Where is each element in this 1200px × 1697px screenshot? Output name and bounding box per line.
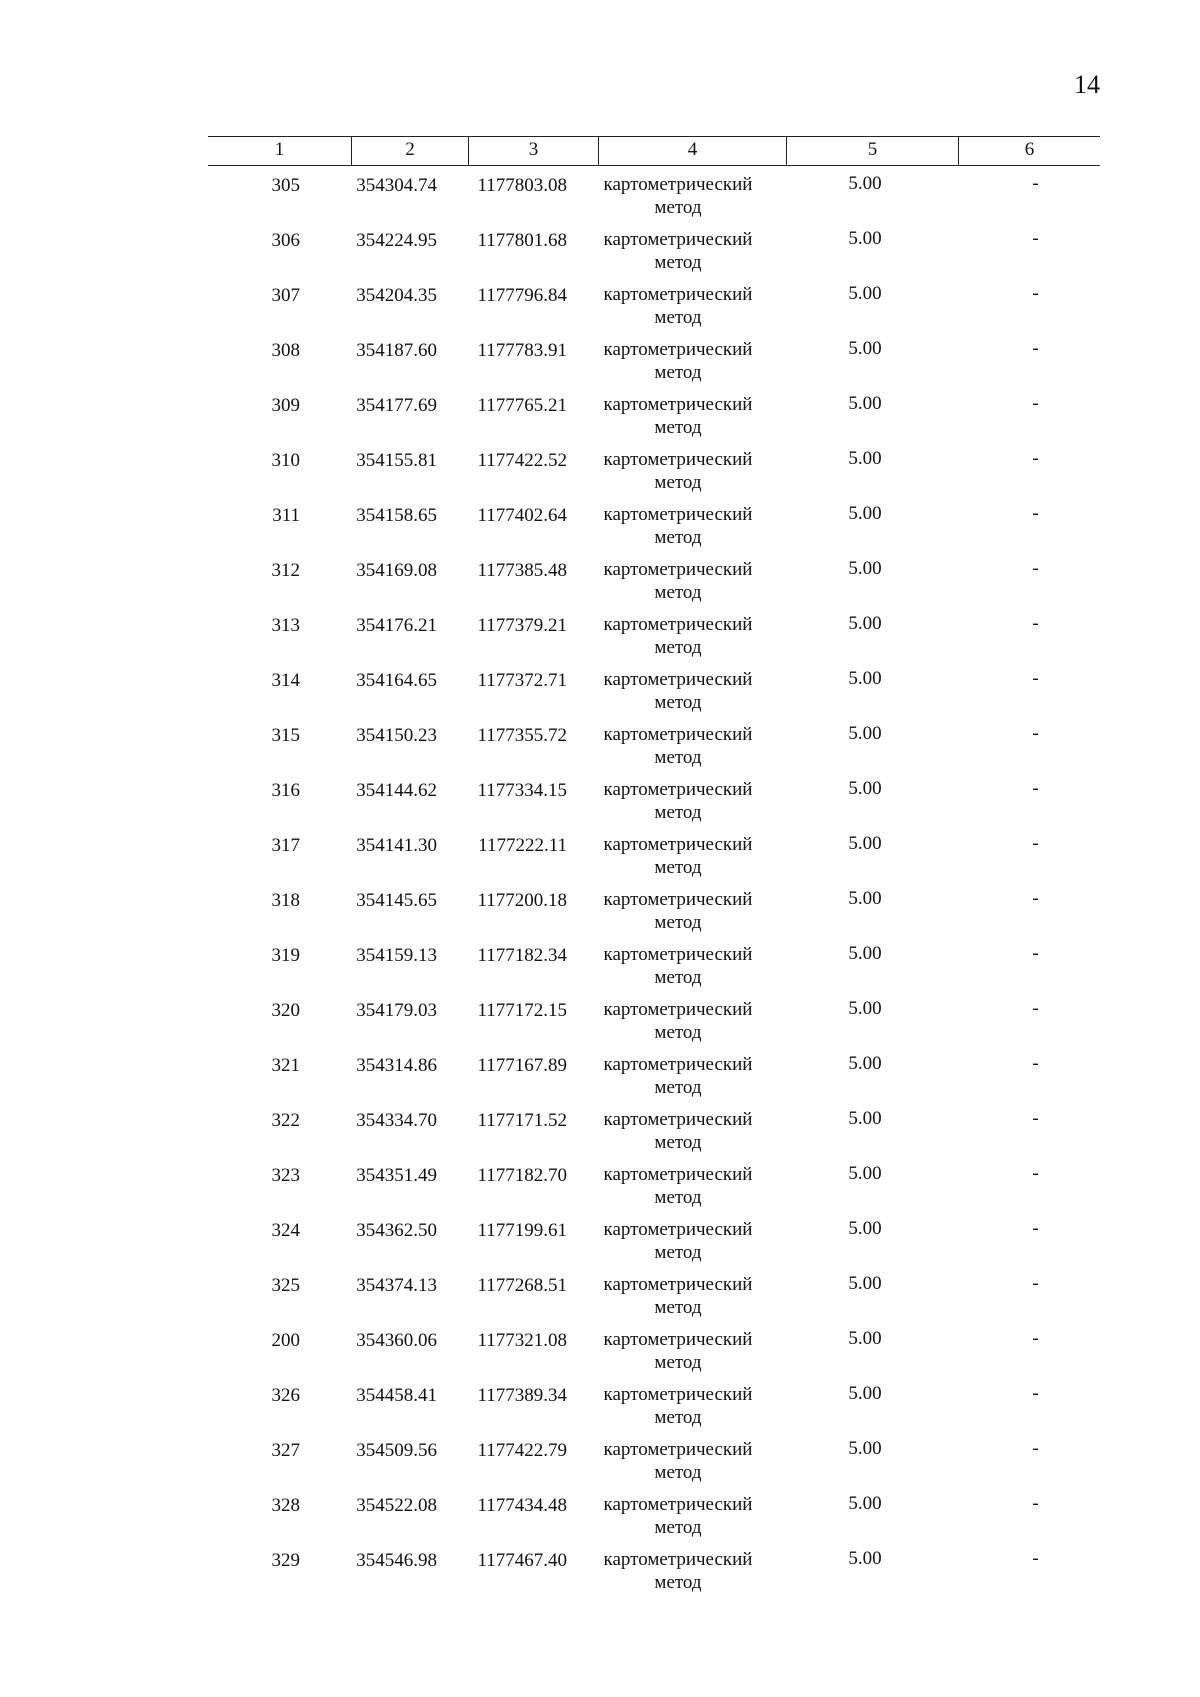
accuracy-cell: 5.00 [848, 1218, 882, 1239]
x-coordinate-cell: 354334.70 [356, 1110, 437, 1131]
method-cell [581, 723, 769, 778]
point-number-cell: 328 [271, 1495, 300, 1516]
method-line-2: метод [654, 362, 702, 383]
point-number-cell: 311 [272, 505, 300, 526]
x-coordinate-cell: 354169.08 [356, 560, 437, 581]
method-line-1: картометрический [603, 834, 753, 855]
method-cell [581, 1108, 769, 1163]
x-coordinate-cell: 354360.06 [356, 1330, 437, 1351]
method-cell [581, 173, 769, 228]
y-coordinate-cell: 1177222.11 [478, 835, 567, 856]
method-line-2: метод [654, 1297, 702, 1318]
x-coordinate-cell: 354546.98 [356, 1550, 437, 1571]
note-cell: - [1032, 393, 1039, 414]
point-number-cell: 325 [271, 1275, 300, 1296]
table-row [208, 943, 1100, 998]
table-row [208, 1218, 1100, 1273]
y-coordinate-cell: 1177467.40 [477, 1550, 567, 1571]
method-line-2: метод [654, 1242, 702, 1263]
point-number-cell: 326 [271, 1385, 300, 1406]
method-line-1: картометрический [603, 1274, 753, 1295]
x-coordinate-cell: 354187.60 [356, 340, 437, 361]
x-coordinate-cell: 354224.95 [356, 230, 437, 251]
note-cell: - [1032, 1053, 1039, 1074]
accuracy-cell: 5.00 [848, 173, 882, 194]
table-row [208, 1053, 1100, 1108]
accuracy-cell: 5.00 [848, 338, 882, 359]
method-cell [581, 1438, 769, 1493]
table-row [208, 1163, 1100, 1218]
method-line-1: картометрический [603, 1054, 753, 1075]
point-number-cell: 324 [271, 1220, 300, 1241]
x-coordinate-cell: 354177.69 [356, 395, 437, 416]
method-cell [581, 448, 769, 503]
note-cell: - [1032, 1108, 1039, 1129]
point-number-cell: 305 [271, 175, 300, 196]
note-cell: - [1032, 338, 1039, 359]
accuracy-cell: 5.00 [848, 943, 882, 964]
y-coordinate-cell: 1177422.52 [477, 450, 567, 471]
accuracy-cell: 5.00 [848, 1053, 882, 1074]
accuracy-cell: 5.00 [848, 503, 882, 524]
method-cell [581, 1328, 769, 1383]
note-cell: - [1032, 1383, 1039, 1404]
y-coordinate-cell: 1177182.70 [477, 1165, 567, 1186]
table-row [208, 173, 1100, 228]
method-line-1: картометрический [603, 229, 753, 250]
method-line-1: картометрический [603, 1109, 753, 1130]
note-cell: - [1032, 833, 1039, 854]
method-line-1: картометрический [603, 889, 753, 910]
x-coordinate-cell: 354150.23 [356, 725, 437, 746]
note-cell: - [1032, 1218, 1039, 1239]
y-coordinate-cell: 1177171.52 [477, 1110, 567, 1131]
point-number-cell: 329 [271, 1550, 300, 1571]
method-line-1: картометрический [603, 779, 753, 800]
point-number-cell: 306 [271, 230, 300, 251]
method-line-1: картометрический [603, 559, 753, 580]
method-line-2: метод [654, 1462, 702, 1483]
table-row [208, 1383, 1100, 1438]
note-cell: - [1032, 1328, 1039, 1349]
table-row [208, 668, 1100, 723]
x-coordinate-cell: 354362.50 [356, 1220, 437, 1241]
method-line-1: картометрический [603, 1494, 753, 1515]
method-cell [581, 558, 769, 613]
method-line-2: метод [654, 582, 702, 603]
table-body [208, 173, 1100, 1603]
y-coordinate-cell: 1177167.89 [477, 1055, 567, 1076]
method-cell [581, 1163, 769, 1218]
accuracy-cell: 5.00 [848, 1438, 882, 1459]
y-coordinate-cell: 1177379.21 [477, 615, 567, 636]
accuracy-cell: 5.00 [848, 228, 882, 249]
point-number-cell: 313 [271, 615, 300, 636]
table-row [208, 1548, 1100, 1603]
note-cell: - [1032, 1548, 1039, 1569]
method-line-1: картометрический [603, 614, 753, 635]
coordinates-table [208, 136, 1100, 1603]
table-row [208, 778, 1100, 833]
y-coordinate-cell: 1177182.34 [477, 945, 567, 966]
method-cell [581, 283, 769, 338]
table-row [208, 1493, 1100, 1548]
method-line-1: картометрический [603, 1384, 753, 1405]
method-line-1: картометрический [603, 504, 753, 525]
method-line-2: метод [654, 857, 702, 878]
point-number-cell: 319 [271, 945, 300, 966]
table-row [208, 228, 1100, 283]
method-line-2: метод [654, 1132, 702, 1153]
accuracy-cell: 5.00 [848, 448, 882, 469]
note-cell: - [1032, 723, 1039, 744]
accuracy-cell: 5.00 [848, 283, 882, 304]
method-line-1: картометрический [603, 999, 753, 1020]
table-row [208, 1438, 1100, 1493]
accuracy-cell: 5.00 [848, 888, 882, 909]
method-line-2: метод [654, 692, 702, 713]
note-cell: - [1032, 558, 1039, 579]
point-number-cell: 315 [271, 725, 300, 746]
accuracy-cell: 5.00 [848, 1493, 882, 1514]
table-row [208, 613, 1100, 668]
method-line-2: метод [654, 472, 702, 493]
method-line-1: картометрический [603, 669, 753, 690]
method-line-1: картометрический [603, 1439, 753, 1460]
point-number-cell: 316 [271, 780, 300, 801]
table-header-cell: 6 [958, 137, 1100, 165]
table-header-cell: 5 [786, 137, 958, 165]
method-line-2: метод [654, 1352, 702, 1373]
method-cell [581, 1053, 769, 1108]
method-line-2: метод [654, 637, 702, 658]
y-coordinate-cell: 1177172.15 [477, 1000, 567, 1021]
table-row [208, 393, 1100, 448]
x-coordinate-cell: 354374.13 [356, 1275, 437, 1296]
note-cell: - [1032, 888, 1039, 909]
table-header-row [208, 136, 1100, 166]
method-line-1: картометрический [603, 724, 753, 745]
accuracy-cell: 5.00 [848, 1108, 882, 1129]
note-cell: - [1032, 1163, 1039, 1184]
y-coordinate-cell: 1177796.84 [477, 285, 567, 306]
table-header-cell: 1 [274, 139, 285, 160]
table-row [208, 448, 1100, 503]
accuracy-cell: 5.00 [848, 1328, 882, 1349]
table-row [208, 503, 1100, 558]
table-header-cell: 2 [351, 137, 468, 165]
method-cell [581, 503, 769, 558]
table-header-cell: 4 [598, 137, 786, 165]
y-coordinate-cell: 1177765.21 [477, 395, 567, 416]
method-line-1: картометрический [603, 944, 753, 965]
x-coordinate-cell: 354159.13 [356, 945, 437, 966]
page-number: 14 [1074, 70, 1100, 99]
method-cell [581, 393, 769, 448]
x-coordinate-cell: 354204.35 [356, 285, 437, 306]
x-coordinate-cell: 354176.21 [356, 615, 437, 636]
method-line-2: метод [654, 1077, 702, 1098]
y-coordinate-cell: 1177422.79 [477, 1440, 567, 1461]
y-coordinate-cell: 1177783.91 [477, 340, 567, 361]
x-coordinate-cell: 354458.41 [356, 1385, 437, 1406]
method-line-2: метод [654, 747, 702, 768]
note-cell: - [1032, 448, 1039, 469]
table-row [208, 1108, 1100, 1163]
accuracy-cell: 5.00 [848, 833, 882, 854]
accuracy-cell: 5.00 [848, 558, 882, 579]
table-row [208, 558, 1100, 613]
method-line-1: картометрический [603, 174, 753, 195]
table-header-cell: 3 [468, 137, 598, 165]
method-cell [581, 833, 769, 888]
y-coordinate-cell: 1177321.08 [477, 1330, 567, 1351]
method-line-2: метод [654, 967, 702, 988]
method-cell [581, 338, 769, 393]
note-cell: - [1032, 943, 1039, 964]
point-number-cell: 327 [271, 1440, 300, 1461]
x-coordinate-cell: 354522.08 [356, 1495, 437, 1516]
method-line-2: метод [654, 1572, 702, 1593]
method-line-1: картометрический [603, 1549, 753, 1570]
x-coordinate-cell: 354145.65 [356, 890, 437, 911]
method-cell [581, 1273, 769, 1328]
y-coordinate-cell: 1177803.08 [477, 175, 567, 196]
accuracy-cell: 5.00 [848, 1383, 882, 1404]
method-line-1: картометрический [603, 1164, 753, 1185]
x-coordinate-cell: 354179.03 [356, 1000, 437, 1021]
note-cell: - [1032, 503, 1039, 524]
x-coordinate-cell: 354164.65 [356, 670, 437, 691]
method-cell [581, 1383, 769, 1438]
accuracy-cell: 5.00 [848, 1163, 882, 1184]
x-coordinate-cell: 354351.49 [356, 1165, 437, 1186]
accuracy-cell: 5.00 [848, 668, 882, 689]
method-cell [581, 1548, 769, 1603]
method-cell [581, 613, 769, 668]
point-number-cell: 314 [271, 670, 300, 691]
x-coordinate-cell: 354158.65 [356, 505, 437, 526]
x-coordinate-cell: 354155.81 [356, 450, 437, 471]
method-cell [581, 943, 769, 998]
y-coordinate-cell: 1177268.51 [477, 1275, 567, 1296]
table-row [208, 723, 1100, 778]
method-line-2: метод [654, 417, 702, 438]
y-coordinate-cell: 1177434.48 [477, 1495, 567, 1516]
accuracy-cell: 5.00 [848, 778, 882, 799]
table-row [208, 998, 1100, 1053]
note-cell: - [1032, 778, 1039, 799]
method-line-2: метод [654, 252, 702, 273]
method-line-1: картометрический [603, 1219, 753, 1240]
point-number-cell: 310 [271, 450, 300, 471]
point-number-cell: 312 [271, 560, 300, 581]
method-line-2: метод [654, 1407, 702, 1428]
note-cell: - [1032, 1493, 1039, 1514]
method-line-2: метод [654, 527, 702, 548]
method-line-1: картометрический [603, 449, 753, 470]
method-cell [581, 778, 769, 833]
point-number-cell: 200 [271, 1330, 300, 1351]
point-number-cell: 317 [271, 835, 300, 856]
accuracy-cell: 5.00 [848, 1273, 882, 1294]
point-number-cell: 308 [271, 340, 300, 361]
method-cell [581, 668, 769, 723]
method-cell [581, 888, 769, 943]
point-number-cell: 309 [271, 395, 300, 416]
method-cell [581, 1218, 769, 1273]
note-cell: - [1032, 613, 1039, 634]
method-line-2: метод [654, 307, 702, 328]
method-line-2: метод [654, 1022, 702, 1043]
x-coordinate-cell: 354144.62 [356, 780, 437, 801]
note-cell: - [1032, 998, 1039, 1019]
method-line-1: картометрический [603, 284, 753, 305]
x-coordinate-cell: 354314.86 [356, 1055, 437, 1076]
point-number-cell: 318 [271, 890, 300, 911]
table-row [208, 283, 1100, 338]
point-number-cell: 307 [271, 285, 300, 306]
point-number-cell: 322 [271, 1110, 300, 1131]
table-row [208, 1328, 1100, 1383]
x-coordinate-cell: 354141.30 [356, 835, 437, 856]
y-coordinate-cell: 1177355.72 [477, 725, 567, 746]
point-number-cell: 320 [271, 1000, 300, 1021]
note-cell: - [1032, 283, 1039, 304]
note-cell: - [1032, 1438, 1039, 1459]
x-coordinate-cell: 354304.74 [356, 175, 437, 196]
y-coordinate-cell: 1177402.64 [477, 505, 567, 526]
y-coordinate-cell: 1177199.61 [477, 1220, 567, 1241]
y-coordinate-cell: 1177372.71 [477, 670, 567, 691]
method-cell [581, 998, 769, 1053]
accuracy-cell: 5.00 [848, 613, 882, 634]
method-line-2: метод [654, 802, 702, 823]
method-line-2: метод [654, 1187, 702, 1208]
accuracy-cell: 5.00 [848, 723, 882, 744]
y-coordinate-cell: 1177385.48 [477, 560, 567, 581]
method-line-2: метод [654, 1517, 702, 1538]
y-coordinate-cell: 1177801.68 [477, 230, 567, 251]
y-coordinate-cell: 1177334.15 [477, 780, 567, 801]
method-line-1: картометрический [603, 1329, 753, 1350]
method-line-2: метод [654, 912, 702, 933]
note-cell: - [1032, 1273, 1039, 1294]
note-cell: - [1032, 668, 1039, 689]
method-cell [581, 1493, 769, 1548]
method-line-1: картометрический [603, 339, 753, 360]
table-row [208, 1273, 1100, 1328]
method-cell [581, 228, 769, 283]
table-row [208, 338, 1100, 393]
point-number-cell: 321 [271, 1055, 300, 1076]
y-coordinate-cell: 1177200.18 [477, 890, 567, 911]
note-cell: - [1032, 173, 1039, 194]
point-number-cell: 323 [271, 1165, 300, 1186]
y-coordinate-cell: 1177389.34 [477, 1385, 567, 1406]
note-cell: - [1032, 228, 1039, 249]
accuracy-cell: 5.00 [848, 393, 882, 414]
method-line-1: картометрический [603, 394, 753, 415]
table-row [208, 833, 1100, 888]
table-row [208, 888, 1100, 943]
accuracy-cell: 5.00 [848, 1548, 882, 1569]
x-coordinate-cell: 354509.56 [356, 1440, 437, 1461]
method-line-2: метод [654, 197, 702, 218]
accuracy-cell: 5.00 [848, 998, 882, 1019]
